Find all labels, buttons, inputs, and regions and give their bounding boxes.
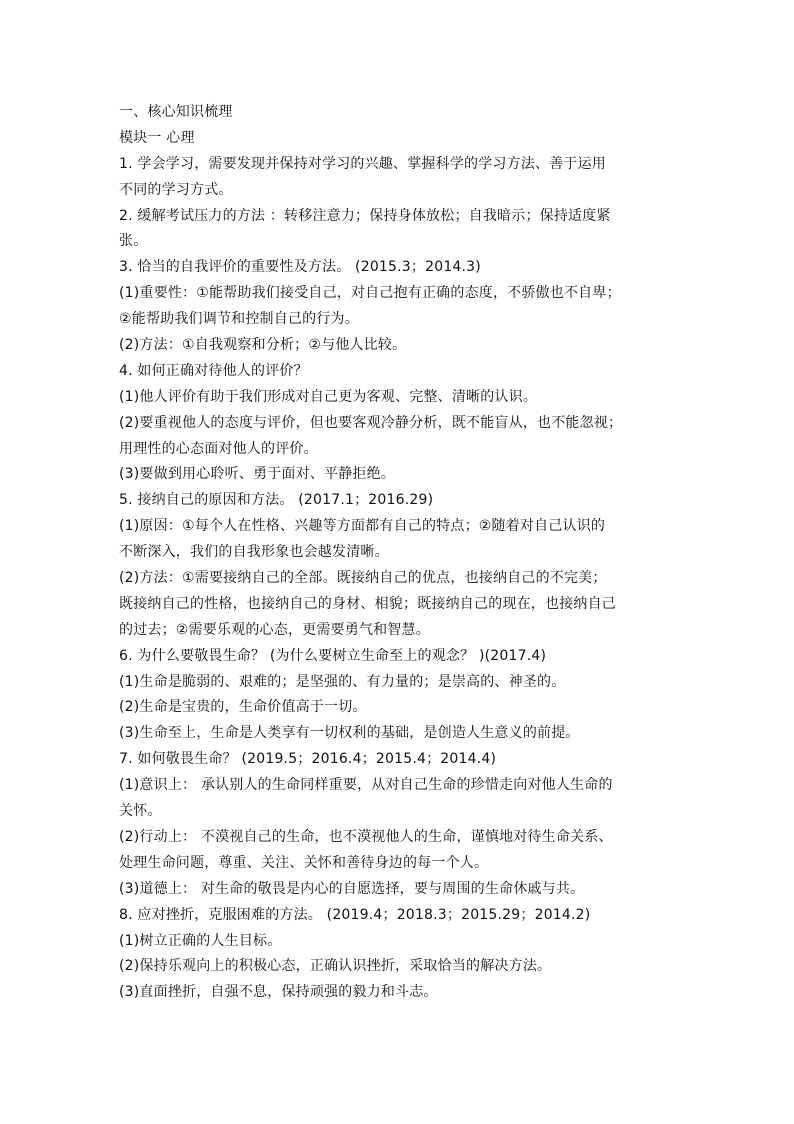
text-line: (1)意识上： 承认别人的生命同样重要，从对自己生命的珍惜走向对他人生命的	[119, 777, 613, 794]
text-line: (3)直面挫折，自强不息，保持顽强的毅力和斗志。	[119, 984, 438, 1001]
text-line: (2)方法：①自我观察和分析；②与他人比较。	[119, 337, 407, 354]
text-line: 2. 缓解考试压力的方法 ：转移注意力；保持身体放松；自我暗示；保持适度紧	[119, 207, 611, 224]
text-line: 4. 如何正确对待他人的评价？	[119, 362, 308, 379]
text-line: 处理生命问题，尊重、关注、关怀和善待身边的每一个人。	[119, 854, 489, 871]
text-line: (3)要做到用心聆听、勇于面对、平静拒绝。	[119, 466, 396, 483]
text-line: (3)生命至上，生命是人类享有一切权利的基础，是创造人生意义的前提。	[119, 725, 580, 742]
text-line: 用理性的心态面对他人的评价。	[119, 440, 318, 457]
text-line: (2)行动上： 不漠视自己的生命，也不漠视他人的生命，谨慎地对待生命关系、	[119, 828, 613, 845]
text-line: 8. 应对挫折，克服困难的方法。 (2019.4；2018.3；2015.29；2014.2)	[119, 906, 591, 923]
text-line: (1)重要性：①能帮助我们接受自己，对自己抱有正确的态度，不骄傲也不自卑；	[119, 285, 621, 302]
text-line: (1)原因：①每个人在性格、兴趣等方面都有自己的特点；②随着对自己认识的	[119, 518, 606, 535]
text-line: ②能帮助我们调节和控制自己的行为。	[119, 311, 359, 328]
text-line: (2)生命是宝贵的，生命价值高于一切。	[119, 699, 367, 716]
text-line: (1)生命是脆弱的、艰难的；是坚强的、有力量的；是崇高的、神圣的。	[119, 673, 566, 690]
text-line: 1. 学会学习，需要发现并保持对学习的兴趣、掌握科学的学习方法、善于运用	[119, 155, 607, 172]
text-line: (1)树立正确的人生目标。	[119, 932, 282, 949]
module-heading: 模块一 心理	[119, 129, 195, 146]
text-line: 关怀。	[119, 803, 162, 820]
text-line: (2)要重视他人的态度与评价，但也要客观冷静分析，既不能盲从，也不能忽视；	[119, 414, 623, 431]
text-line: 的过去；②需要乐观的心态，更需要勇气和智慧。	[119, 621, 430, 638]
text-line: 5. 接纳自己的原因和方法。 (2017.1；2016.29)	[119, 492, 434, 509]
section-heading: 一、核心知识梳理	[119, 104, 233, 120]
text-line: (3)道德上： 对生命的敬畏是内心的自愿选择，要与周围的生命休戚与共。	[119, 880, 585, 897]
text-line: 张。	[119, 233, 148, 250]
text-line: (1)他人评价有助于我们形成对自己更为客观、完整、清晰的认识。	[119, 388, 538, 405]
document-body	[119, 100, 679, 1006]
text-line: 不同的学习方式。	[119, 181, 233, 198]
text-line: (2)保持乐观向上的积极心态，正确认识挫折，采取恰当的解决方法。	[119, 958, 552, 975]
text-line: 3. 恰当的自我评价的重要性及方法。 (2015.3；2014.3)	[119, 259, 481, 276]
text-line: 既接纳自己的性格，也接纳自己的身材、相貌；既接纳自己的现在，也接纳自己	[119, 595, 616, 612]
text-line: 6. 为什么要敬畏生命？ (为什么要树立生命至上的观念？ )(2017.4)	[119, 647, 547, 664]
text-line: (2)方法：①需要接纳自己的全部。既接纳自己的优点，也接纳自己的不完美；	[119, 570, 607, 587]
text-line: 7. 如何敬畏生命？ (2019.5；2016.4；2015.4；2014.4)	[119, 751, 497, 768]
text-line: 不断深入，我们的自我形象也会越发清晰。	[119, 544, 389, 561]
